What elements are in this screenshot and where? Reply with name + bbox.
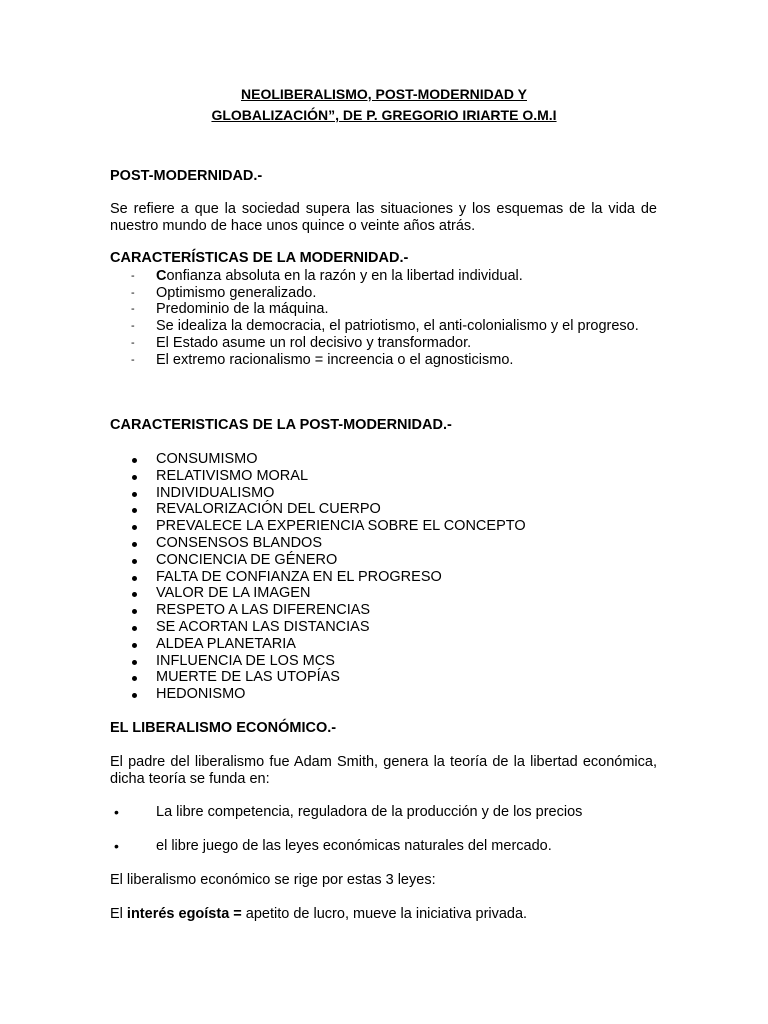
bullet-icon bbox=[132, 676, 137, 681]
list-item bbox=[110, 636, 657, 653]
bullet-icon: • bbox=[114, 838, 119, 854]
list-item bbox=[110, 352, 657, 369]
dash-marker: - bbox=[131, 353, 135, 366]
list-item bbox=[110, 619, 657, 636]
list-item bbox=[110, 268, 657, 285]
list-item-text: PREVALECE LA EXPERIENCIA SOBRE EL CONCEPTO bbox=[156, 518, 526, 535]
bullet-icon bbox=[132, 458, 137, 463]
paragraph-liberalismo: El padre del liberalismo fue Adam Smith, genera la teoría de la libertad económica, dicha teoría se funda en: bbox=[110, 754, 657, 787]
heading-caracteristicas-post-modernidad: CARACTERISTICAS DE LA POST-MODERNIDAD.- bbox=[110, 417, 452, 433]
bullet-icon bbox=[132, 525, 137, 530]
list-item-text: RELATIVISMO MORAL bbox=[156, 467, 309, 484]
list-item bbox=[110, 669, 657, 686]
heading-liberalismo-economico: EL LIBERALISMO ECONÓMICO.- bbox=[110, 720, 337, 736]
post-modernidad-list bbox=[110, 451, 657, 703]
list-item bbox=[110, 285, 657, 302]
list-item bbox=[110, 335, 657, 352]
modernidad-list bbox=[110, 268, 657, 368]
list-item bbox=[110, 585, 657, 602]
list-item-text: CONSENSOS BLANDOS bbox=[156, 534, 322, 551]
list-item bbox=[110, 552, 657, 569]
bullet-icon bbox=[132, 559, 137, 564]
list-item-text: MUERTE DE LAS UTOPÍAS bbox=[156, 669, 340, 686]
law-term: interés egoísta = bbox=[126, 906, 242, 922]
list-item-text: INFLUENCIA DE LOS MCS bbox=[156, 652, 335, 669]
paragraph-post-modernidad: Se refiere a que la sociedad supera las situaciones y los esquemas de la vida de nuestro mundo de hace unos quince o veinte años atrás. bbox=[110, 201, 657, 234]
list-item-text: Optimismo generalizado. bbox=[156, 284, 317, 301]
list-item-text: RESPETO A LAS DIFERENCIAS bbox=[156, 602, 371, 619]
initial-letter: C bbox=[156, 268, 167, 284]
bullet-icon bbox=[132, 576, 137, 581]
bullet-icon bbox=[132, 492, 137, 497]
list-item-text: Se idealiza la democracia, el patriotismo, el anti-colonialismo y el progreso. bbox=[156, 318, 639, 335]
dash-marker: - bbox=[131, 320, 135, 333]
list-item bbox=[110, 501, 657, 518]
list-item-text: HEDONISMO bbox=[156, 686, 246, 703]
list-item-text: Predominio de la máquina. bbox=[156, 301, 329, 318]
list-item-text: INDIVIDUALISMO bbox=[156, 484, 275, 501]
document-title-line-1: NEOLIBERALISMO, POST-MODERNIDAD Y bbox=[241, 86, 527, 102]
bullet-icon bbox=[132, 626, 137, 631]
bullet-icon bbox=[132, 643, 137, 648]
heading-post-modernidad: POST-MODERNIDAD.- bbox=[110, 168, 263, 184]
list-item-text: REVALORIZACIÓN DEL CUERPO bbox=[156, 501, 381, 518]
list-item bbox=[110, 569, 657, 586]
dash-marker: - bbox=[131, 303, 135, 316]
dash-marker: - bbox=[131, 336, 135, 349]
list-item bbox=[110, 518, 657, 535]
list-item-text: onfianza absoluta en la razón y en la libertad individual. bbox=[166, 268, 523, 284]
list-item bbox=[110, 318, 657, 335]
bullet-icon bbox=[132, 542, 137, 547]
bullet-icon bbox=[132, 693, 137, 698]
list-item bbox=[110, 653, 657, 670]
theory-point: La libre competencia, reguladora de la producción y de los precios bbox=[156, 804, 583, 820]
list-item bbox=[110, 468, 657, 485]
list-item-text: ALDEA PLANETARIA bbox=[156, 635, 296, 652]
laws-intro: El liberalismo económico se rige por estas 3 leyes: bbox=[110, 872, 436, 888]
heading-caracteristicas-modernidad: CARACTERÍSTICAS DE LA MODERNIDAD.- bbox=[110, 250, 409, 266]
bullet-icon bbox=[132, 609, 137, 614]
list-item-text: SE ACORTAN LAS DISTANCIAS bbox=[156, 618, 370, 635]
list-item-text: El Estado asume un rol decisivo y transformador. bbox=[156, 334, 472, 351]
list-item bbox=[110, 602, 657, 619]
bullet-icon: • bbox=[114, 804, 119, 820]
list-item-text: El extremo racionalismo = increencia o el agnosticismo. bbox=[156, 351, 514, 368]
list-item-text: VALOR DE LA IMAGEN bbox=[156, 585, 311, 602]
law-description: apetito de lucro, mueve la iniciativa privada. bbox=[241, 906, 528, 922]
list-item-text: CONSUMISMO bbox=[156, 451, 258, 467]
list-item bbox=[110, 451, 657, 468]
document-title-line-2: GLOBALIZACIÓN”, DE P. GREGORIO IRIARTE O.M.I bbox=[211, 107, 557, 123]
bullet-icon bbox=[132, 508, 137, 513]
bullet-icon bbox=[132, 660, 137, 665]
bullet-icon bbox=[132, 475, 137, 480]
list-item bbox=[110, 301, 657, 318]
list-item-text: FALTA DE CONFIANZA EN EL PROGRESO bbox=[156, 568, 442, 585]
list-item bbox=[110, 686, 657, 703]
list-item bbox=[110, 485, 657, 502]
list-item-text: CONCIENCIA DE GÉNERO bbox=[156, 551, 338, 568]
dash-marker: - bbox=[131, 270, 135, 282]
bullet-icon bbox=[132, 592, 137, 597]
theory-point: el libre juego de las leyes económicas naturales del mercado. bbox=[156, 838, 552, 854]
law-prefix: El bbox=[110, 906, 127, 922]
list-item bbox=[110, 535, 657, 552]
dash-marker: - bbox=[131, 286, 135, 299]
law-interes-egoista bbox=[110, 906, 657, 923]
